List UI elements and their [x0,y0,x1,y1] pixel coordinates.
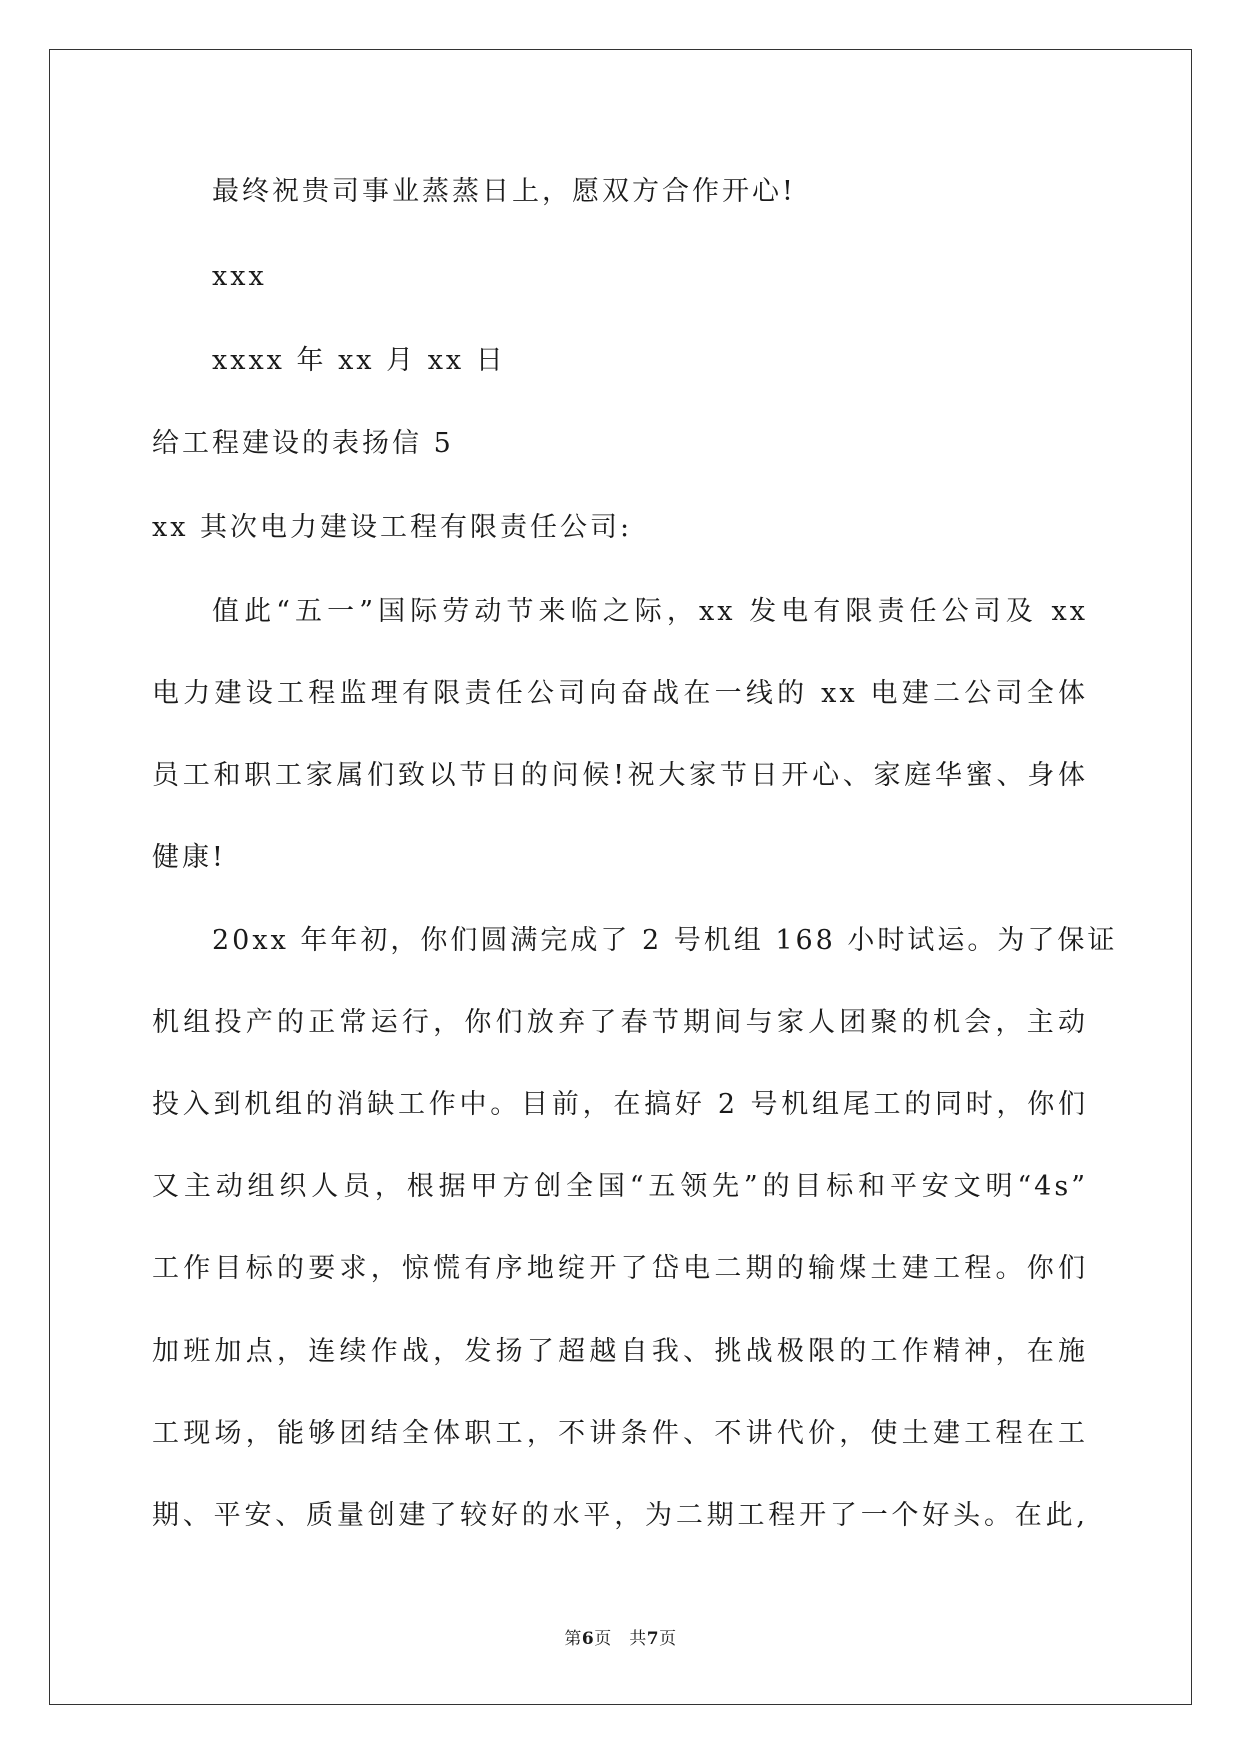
body-line: 加班加点，连续作战，发扬了超越自我、挑战极限的工作精神，在施 [152,1336,1088,1367]
body-line: 投入到机组的消缺工作中。目前，在搞好 2 号机组尾工的同时，你们 [152,1089,1088,1120]
page-mid: 页 共 [594,1629,647,1649]
closing-wish: 最终祝贵司事业蒸蒸日上，愿双方合作开心! [212,176,796,207]
body-line: 20xx 年年初，你们圆满完成了 2 号机组 168 小时试运。为了保证 [212,925,1118,956]
body-line: 工现场，能够团结全体职工，不讲条件、不讲代价，使土建工程在工 [152,1418,1088,1449]
page-footer [0,1628,1241,1650]
page-prefix: 第 [564,1629,582,1649]
body-line: 值此“五一”国际劳动节来临之际，xx 发电有限责任公司及 xx [212,596,1088,627]
page-current: 6 [581,1629,595,1649]
body-line: 机组投产的正常运行，你们放弃了春节期间与家人团聚的机会，主动 [152,1007,1088,1038]
body-line: 电力建设工程监理有限责任公司向奋战在一线的 xx 电建二公司全体 [152,678,1088,709]
section-heading: 给工程建设的表扬信 5 [152,428,454,459]
body-line: 期、平安、质量创建了较好的水平，为二期工程开了一个好头。在此, [152,1500,1088,1531]
signature-name: xxx [212,261,267,292]
page-suffix: 页 [659,1629,677,1649]
body-line: 健康! [152,842,226,873]
salutation: xx 其次电力建设工程有限责任公司: [152,512,633,543]
body-line: 工作目标的要求，惊慌有序地绽开了岱电二期的输煤土建工程。你们 [152,1253,1088,1284]
page-total: 7 [646,1629,660,1649]
signature-date: xxxx 年 xx 月 xx 日 [212,345,506,376]
body-line: 又主动组织人员，根据甲方创全国“五领先”的目标和平安文明“4s” [152,1171,1088,1202]
body-line: 员工和职工家属们致以节日的问候!祝大家节日开心、家庭华蜜、身体 [152,760,1088,791]
